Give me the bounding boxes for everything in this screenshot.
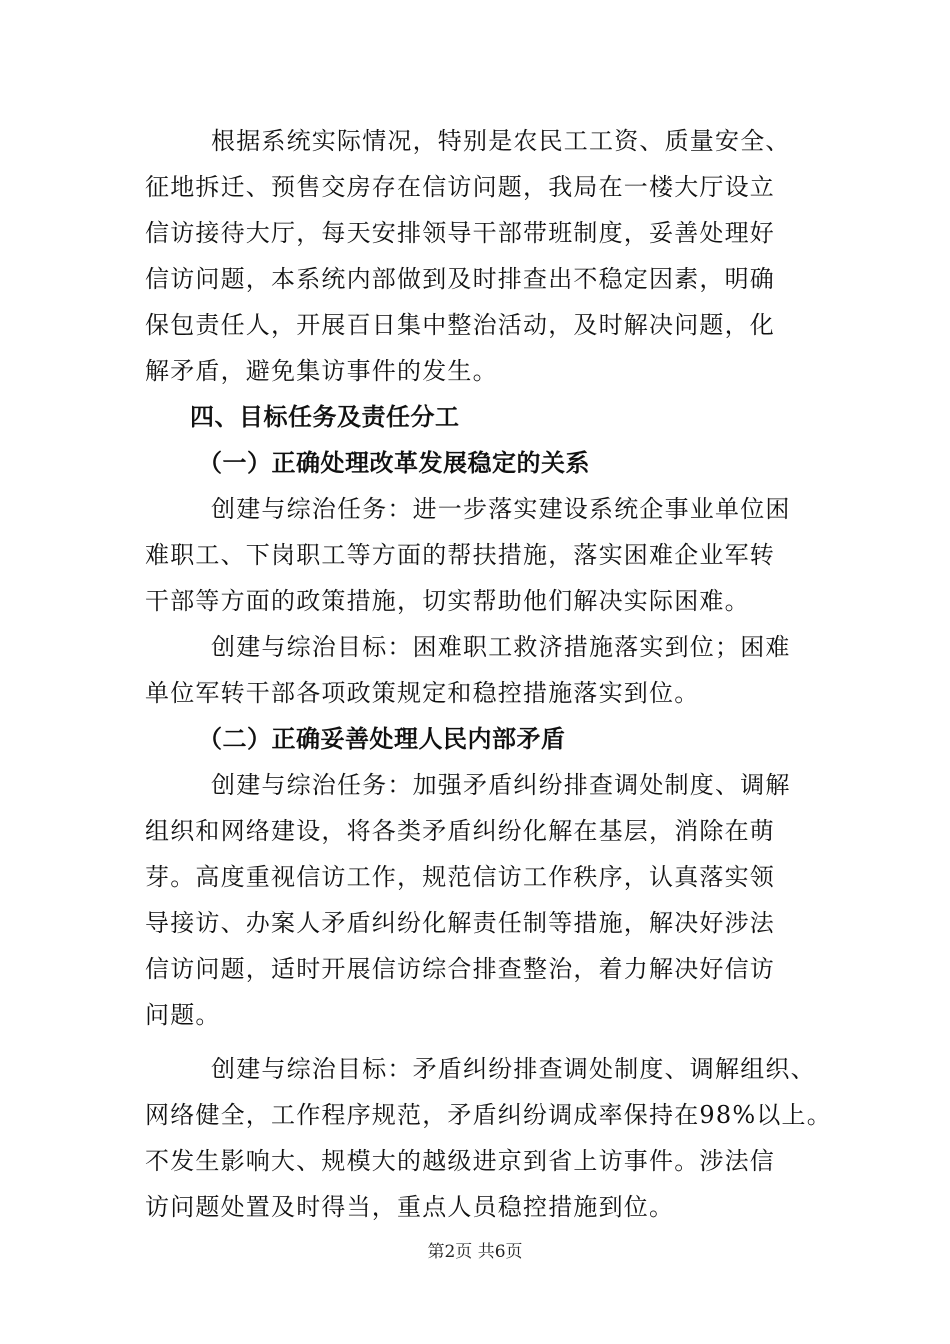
- paragraph-line: 信访问题，本系统内部做到及时排查出不稳定因素，明确: [145, 265, 775, 293]
- paragraph-line: 难职工、下岗职工等方面的帮扶措施，落实困难企业军转: [145, 541, 775, 569]
- subsection-heading: （二）正确妥善处理人民内部矛盾: [198, 725, 566, 753]
- paragraph-line: 信访问题，适时开展信访综合排查整治，着力解决好信访: [145, 955, 775, 983]
- paragraph-line: 网络健全，工作程序规范，矛盾纠纷调成率保持在98%以上。: [145, 1101, 832, 1129]
- paragraph-line: 根据系统实际情况，特别是农民工工资、质量安全、: [211, 127, 791, 155]
- paragraph-line: 征地拆迁、预售交房存在信访问题，我局在一楼大厅设立: [145, 173, 775, 201]
- paragraph-line: 访问题处置及时得当，重点人员稳控措施到位。: [145, 1193, 675, 1221]
- subsection-heading: （一）正确处理改革发展稳定的关系: [198, 449, 590, 477]
- paragraph-line: 信访接待大厅，每天安排领导干部带班制度，妥善处理好: [145, 219, 775, 247]
- paragraph-line: 解矛盾，避免集访事件的发生。: [145, 357, 498, 385]
- paragraph-line: 创建与综治目标：矛盾纠纷排查调处制度、调解组织、: [211, 1055, 816, 1083]
- paragraph-line: 创建与综治任务：加强矛盾纠纷排查调处制度、调解: [211, 771, 791, 799]
- paragraph-line: 导接访、办案人矛盾纠纷化解责任制等措施，解决好涉法: [145, 909, 775, 937]
- paragraph-line: 芽。高度重视信访工作，规范信访工作秩序，认真落实领: [145, 863, 775, 891]
- paragraph-line: 创建与综治任务：进一步落实建设系统企事业单位困: [211, 495, 791, 523]
- paragraph-line: 创建与综治目标：困难职工救济措施落实到位；困难: [211, 633, 791, 661]
- paragraph-line: 保包责任人，开展百日集中整治活动，及时解决问题，化: [145, 311, 775, 339]
- paragraph-line: 单位军转干部各项政策规定和稳控措施落实到位。: [145, 679, 700, 707]
- page-number-footer: 第2页 共6页: [427, 1242, 523, 1262]
- paragraph-line: 干部等方面的政策措施，切实帮助他们解决实际困难。: [145, 587, 750, 615]
- paragraph-line: 问题。: [145, 1001, 221, 1029]
- paragraph-line: 组织和网络建设，将各类矛盾纠纷化解在基层，消除在萌: [145, 817, 775, 845]
- section-heading: 四、目标任务及责任分工: [190, 403, 460, 431]
- paragraph-line: 不发生影响大、规模大的越级进京到省上访事件。涉法信: [145, 1147, 775, 1175]
